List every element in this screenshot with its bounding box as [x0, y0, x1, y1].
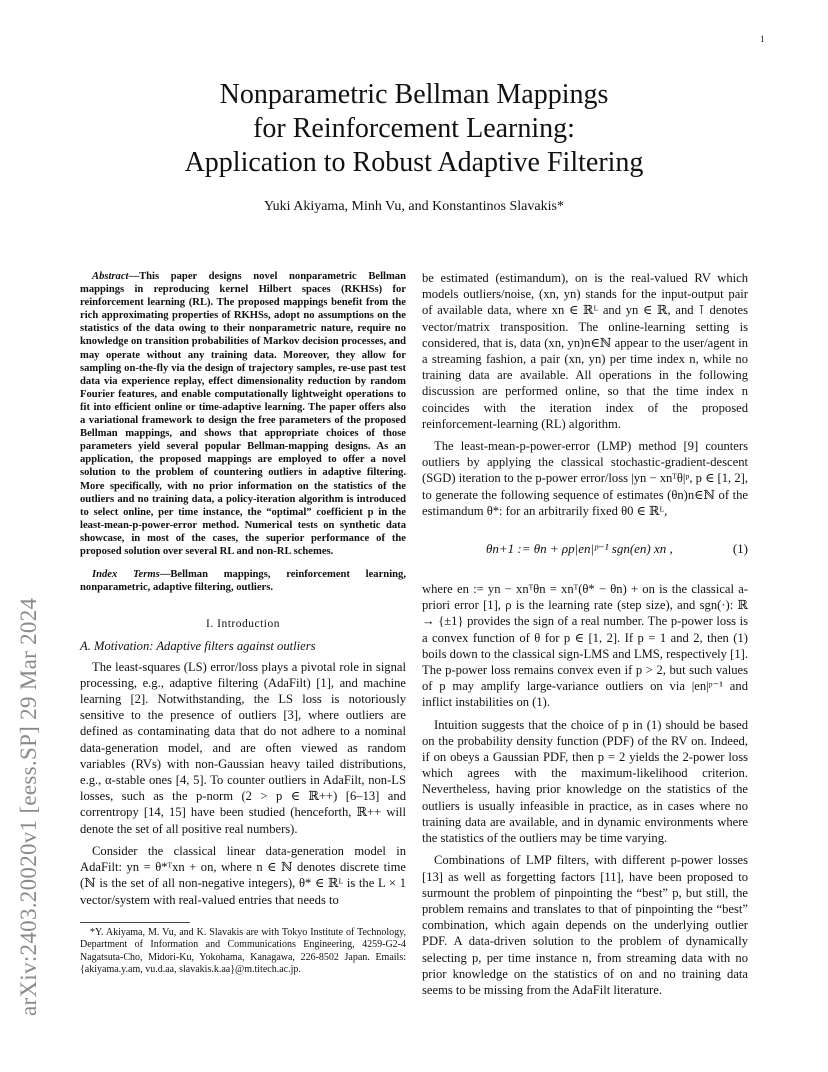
footnote-rule — [80, 922, 190, 923]
arxiv-identifier: arXiv:2403.20020v1 [eess.SP] 29 Mar 2024 — [16, 597, 41, 1016]
equation-expression: θn+1 := θn + ρp|en|ᵖ⁻¹ sgn(en) xn , — [486, 541, 673, 557]
section-heading: I. Introduction — [206, 618, 280, 631]
author-list: Yuki Akiyama, Minh Vu, and Konstantinos Slavakis* — [264, 199, 564, 214]
index-terms-text: —Bellman mappings, reinforcement learning, nonparametric, adaptive filtering, outliers. — [80, 569, 406, 594]
subsection-heading: A. Motivation: Adaptive filters against outliers — [80, 639, 316, 654]
paper-title — [100, 78, 728, 180]
title-line: Application to Robust Adaptive Filtering — [184, 147, 644, 178]
equation-number: (1) — [732, 541, 748, 557]
equation-1 — [422, 533, 748, 567]
paragraph: Consider the classical linear data-generation model in AdaFilt: yn = θ*ᵀxn + on, where n ∈ ℕ denotes discrete time (ℕ is the set of all non-negative integers), θ* ∈ ℝᴸ is the L × 1 vector/system with real-valued entries that needs to — [80, 843, 406, 907]
footnote: *Y. Akiyama, M. Vu, and K. Slavakis are with Tokyo Institute of Technology, Department of Information and Communications Engineering, 4259-G2-4 Nagatsuta-Cho, Midori-Ku, Yokohama, Kanagawa, 226-8502 Japan. Emails: {akiyama.y.am, vu.d.aa, slavakis.k.aa}@m.titech.ac.jp. — [80, 926, 406, 976]
paragraph: be estimated (estimandum), on is the real-valued RV which models outliers/noise, (xn, yn) stands for the input-output pair of available data, where xn ∈ ℝᴸ and yn ∈ ℝ, and ⊺ denotes vector/matrix transposition. The online-learning setting is considered, that is, data (xn, yn)n∈ℕ appear to the user/agent in a streaming fashion, a pair (xn, yn) per time index n, while no training data are available. All operations in the following discussion are performed online, so that the time index n coincides with the iteration index of the proposed reinforcement-learning (RL) algorithm. — [422, 271, 748, 431]
index-terms-label: Index Terms — [92, 569, 160, 581]
right-column — [422, 270, 748, 998]
abstract-text: —This paper designs novel nonparametric Bellman mappings in reproducing kernel Hilbert spaces (RKHSs) for reinforcement learning (RL). The proposed mappings benefit from the rich approximating properties of RKHSs, adopt no assumptions on the statistics of the data owing to their nonparametric nature, require no knowledge on transition probabilities of Markov decision processes, and may operate without any training data. Moreover, they allow for sampling on-the-fly via the design of trajectory samples, re-use past test data via experience replay, effect dimensionality reduction by random Fourier features, and enable computationally lightweight operations to fit into efficient online or time-adaptive learning. The paper offers also a variational framework to design the free parameters of the proposed Bellman mappings, and shows that appropriate choices of those parameters yield several popular Bellman-mapping designs. As an application, the proposed mappings are employed to offer a novel solution to the problem of countering outliers in adaptive filtering. More specifically, with no prior information on the statistics of the outliers and no training data, a policy-iteration algorithm is introduced to select online, per time instance, the “optimal” coefficient p in the least-mean-p-power-error method. Numerical tests on synthetic data showcase, in most of the cases, the superior performance of the proposed solution over several RL and non-RL schemes. — [80, 271, 406, 557]
title-line: for Reinforcement Learning: — [253, 113, 575, 144]
abstract-label: Abstract — [92, 271, 129, 282]
paragraph: Combinations of LMP filters, with different p-power losses [13] as well as forgetting factors [11], have been proposed to surmount the problem of pinpointing the “best” p, but still, the problem remains and translates to that of pinpointing the “best” combination, which again depends on the underlying outlier PDF. A data-driven solution to the problem of dynamically selecting p, per time instance n, from streaming data with no prior knowledge on the statistics of on and no training data seems to be missing from the AdaFilt literature. — [422, 853, 748, 997]
paragraph: The least-squares (LS) error/loss plays a pivotal role in signal processing, e.g., adaptive filtering (AdaFilt) [1], and machine learning [2]. Notwithstanding, the LS loss is notoriously sensitive to the presence of outliers [3], where outliers are defined as contaminating data that do not adhere to a nominal data-generation model, and are often viewed as random variables (RVs) with non-Gaussian heavy tailed distributions, e.g., α-stable ones [4, 5]. To counter outliers in AdaFilt, non-LS losses, such as the p-norm (2 > p ∈ ℝ++) [6–13] and correntropy [14, 15] have been studied (henceforth, ℝ++ will denote the set of all positive real numbers). — [80, 659, 406, 836]
paragraph: The least-mean-p-power-error (LMP) method [9] counters outliers by applying the classical stochastic-gradient-descent (SGD) iteration to the p-power error/loss |yn − xnᵀθ|ᵖ, p ∈ [1, 2], to generate the following sequence of estimates (θn)n∈ℕ of the estimandum θ*: for an arbitrarily fixed θ0 ∈ ℝᴸ, — [422, 439, 748, 518]
paragraph: where en := yn − xnᵀθn = xnᵀ(θ* − θn) + on is the classical a-priori error [1], ρ is the learning rate (step size), and sgn(·): ℝ → {±1} provides the sign of a real number. The p-power loss is a convex function of θ for p ∈ [1, 2]. If p = 1 and 2, then (1) boils down to the classical sign-LMS and LMS, respectively [1]. The p-power loss remains convex even if p > 2, but such values of p may amplify large-variance outliers on via |en|ᵖ⁻¹ and inflict instabilities on (1). — [422, 582, 748, 710]
page-number: 1 — [760, 34, 765, 44]
title-line: Nonparametric Bellman Mappings — [219, 79, 609, 110]
abstract — [80, 270, 406, 558]
left-column — [80, 270, 406, 977]
paragraph: Intuition suggests that the choice of p in (1) should be based on the probability density function (PDF) of the RV on. Indeed, if on obeys a Gaussian PDF, then p = 2 yields the 2-power loss which agrees with the maximum-likelihood criterion. Nevertheless, having prior knowledge on the statistics of the outliers is usually infeasible in practice, as in cases where no training data are available, and in dynamic environments where the statistics of the outliers may be time varying. — [422, 717, 748, 846]
index-terms — [80, 568, 406, 594]
